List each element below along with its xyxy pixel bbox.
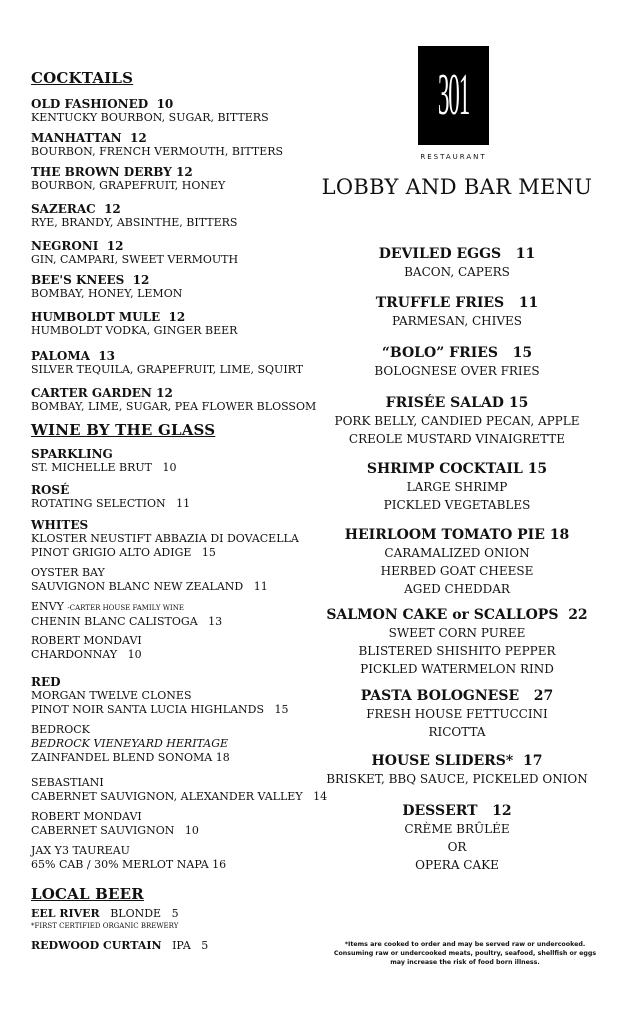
page-title: LOBBY AND BAR MENU xyxy=(321,175,593,199)
wine-red-item: ROBERT MONDAVI CABERNET SAUVIGNON 10 xyxy=(31,810,199,837)
restaurant-logo: 301 xyxy=(418,46,489,145)
cocktail-item: CARTER GARDEN 12 BOMBAY, LIME, SUGAR, PEA FLOWER BLOSSOM xyxy=(31,386,317,413)
food-item: HOUSE SLIDERS* 17 BRISKET, BBQ SAUCE, PICKELED ONION xyxy=(326,753,588,786)
wine-rose: ROSÉ ROTATING SELECTION 11 xyxy=(31,483,191,510)
cocktail-item: NEGRONI 12 GIN, CAMPARI, SWEET VERMOUTH xyxy=(31,239,239,266)
wine-red-item: SEBASTIANI CABERNET SAUVIGNON, ALEXANDER VALLEY 14 xyxy=(31,776,328,803)
cocktail-item: BEE'S KNEES 12 BOMBAY, HONEY, LEMON xyxy=(31,273,183,300)
wine-heading: WINE BY THE GLASS xyxy=(31,421,216,439)
cocktail-item: OLD FASHIONED 10 KENTUCKY BOURBON, SUGAR, BITTERS xyxy=(31,97,269,124)
beer-heading: LOCAL BEER xyxy=(31,885,144,903)
cocktail-item: PALOMA 13 SILVER TEQUILA, GRAPEFRUIT, LIME, SQUIRT xyxy=(31,349,304,376)
wine-sparkling: SPARKLING ST. MICHELLE BRUT 10 xyxy=(31,447,177,474)
beer-item: REDWOOD CURTAIN IPA 5 xyxy=(31,939,209,952)
logo-subtitle: RESTAURANT xyxy=(420,153,487,161)
food-item: SALMON CAKE or SCALLOPS 22 SWEET CORN PUREE BLISTERED SHISHITO PEPPER PICKLED WATERMELON RIND xyxy=(326,607,588,676)
food-item: FRISÉE SALAD 15 PORK BELLY, CANDIED PECAN, APPLE CREOLE MUSTARD VINAIGRETTE xyxy=(334,395,580,446)
wine-red-item: BEDROCK BEDROCK VIENEYARD HERITAGE ZAINFANDEL BLEND SONOMA 18 xyxy=(31,723,230,764)
wine-red: RED MORGAN TWELVE CLONES PINOT NOIR SANTA LUCIA HIGHLANDS 15 xyxy=(31,675,289,716)
wine-white-item: ENVY -CARTER HOUSE FAMILY WINE CHENIN BLANC CALISTOGA 13 xyxy=(31,600,223,628)
food-item: “BOLO” FRIES 15 BOLOGNESE OVER FRIES xyxy=(374,345,540,378)
food-item: SHRIMP COCKTAIL 15 LARGE SHRIMP PICKLED VEGETABLES xyxy=(366,461,548,512)
food-item: PASTA BOLOGNESE 27 FRESH HOUSE FETTUCCINI RICOTTA xyxy=(360,688,554,739)
food-safety-disclaimer: *Items are cooked to order and may be served raw or undercooked. Consuming raw or undercooked meats, poultry, seafood, shellfish or eggs may increase the risk of food born illness. xyxy=(333,941,597,966)
wine-white-item: OYSTER BAY SAUVIGNON BLANC NEW ZEALAND 11 xyxy=(31,566,268,593)
food-item: HEIRLOOM TOMATO PIE 18 CARAMALIZED ONION HERBED GOAT CHEESE AGED CHEDDAR xyxy=(344,527,570,596)
cocktail-item: HUMBOLDT MULE 12 HUMBOLDT VODKA, GINGER BEER xyxy=(31,310,238,337)
beer-item: EEL RIVER BLONDE 5 *FIRST CERTIFIED ORGANIC BREWERY xyxy=(31,907,179,930)
wine-red-item: JAX Y3 TAUREAU 65% CAB / 30% MERLOT NAPA 16 xyxy=(31,844,227,871)
cocktail-item: THE BROWN DERBY 12 BOURBON, GRAPEFRUIT, HONEY xyxy=(31,165,226,192)
food-item: TRUFFLE FRIES 11 PARMESAN, CHIVES xyxy=(375,295,539,328)
cocktails-heading: COCKTAILS xyxy=(31,69,134,87)
cocktail-item: SAZERAC 12 RYE, BRANDY, ABSINTHE, BITTERS xyxy=(31,202,238,229)
wine-white-item: ROBERT MONDAVI CHARDONNAY 10 xyxy=(31,634,142,661)
wine-whites: WHITES KLOSTER NEUSTIFT ABBAZIA DI DOVACELLA PINOT GRIGIO ALTO ADIGE 15 xyxy=(31,518,299,559)
cocktail-item: MANHATTAN 12 BOURBON, FRENCH VERMOUTH, BITTERS xyxy=(31,131,284,158)
food-item: DEVILED EGGS 11 BACON, CAPERS xyxy=(378,246,536,279)
food-item: DESSERT 12 CRÈME BRÛLÉE OR OPERA CAKE xyxy=(402,803,512,872)
